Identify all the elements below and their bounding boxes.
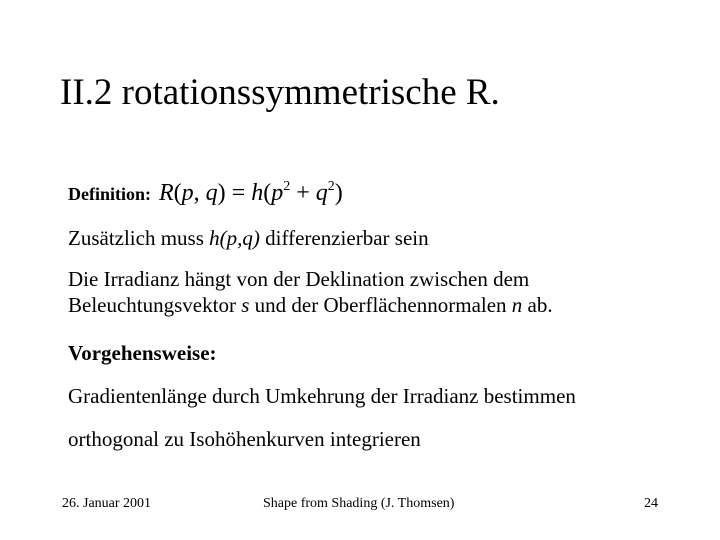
differentiability-function: h(p,q) [209, 226, 260, 250]
irradiance-line-2 [68, 292, 553, 318]
formula-h: h [251, 180, 264, 206]
formula-rparen-2: ) [334, 180, 343, 206]
formula-q: q [205, 180, 218, 206]
formula-q-2: q [315, 180, 328, 206]
irradiance-line-1: Die Irradianz hängt von der Deklination zwischen dem [68, 267, 530, 291]
formula-p: p [181, 180, 194, 206]
formula-exponent-2: 2 [327, 179, 335, 194]
formula-comma: , [193, 180, 206, 206]
procedure-step-2: orthogonal zu Isohöhenkurven integrieren [68, 427, 421, 451]
differentiability-suffix: differenzierbar sein [259, 226, 429, 250]
footer-title: Shape from Shading (J. Thomsen) [263, 496, 455, 511]
formula-equals: = [231, 180, 246, 206]
formula-p-2: p [271, 180, 284, 206]
differentiability-prefix: Zusätzlich muss [68, 226, 210, 250]
definition-label: Definition: [68, 184, 151, 204]
definition-line [68, 178, 343, 208]
definition-formula [159, 178, 343, 208]
irradiance-part-1: Beleuchtungsvektor [68, 293, 242, 317]
irradiance-part-2: und der Oberflächennormalen [249, 293, 512, 317]
page-number: 24 [644, 496, 658, 511]
formula-rparen: ) [217, 180, 226, 206]
procedure-heading: Vorgehensweise: [68, 341, 217, 365]
slide-title: II.2 rotationssymmetrische R. [60, 72, 500, 113]
formula-lparen: ( [173, 180, 182, 206]
irradiance-part-3: ab. [522, 293, 553, 317]
differentiability-line [68, 225, 429, 251]
procedure-step-1: Gradientenlänge durch Umkehrung der Irradianz bestimmen [68, 384, 576, 408]
vector-s: s [241, 293, 250, 317]
formula-exponent-1: 2 [283, 179, 291, 194]
footer-date: 26. Januar 2001 [62, 496, 152, 511]
formula-lparen-2: ( [263, 180, 272, 206]
formula-plus: + [296, 180, 310, 206]
formula-r: R [159, 180, 174, 206]
vector-n: n [511, 293, 523, 317]
